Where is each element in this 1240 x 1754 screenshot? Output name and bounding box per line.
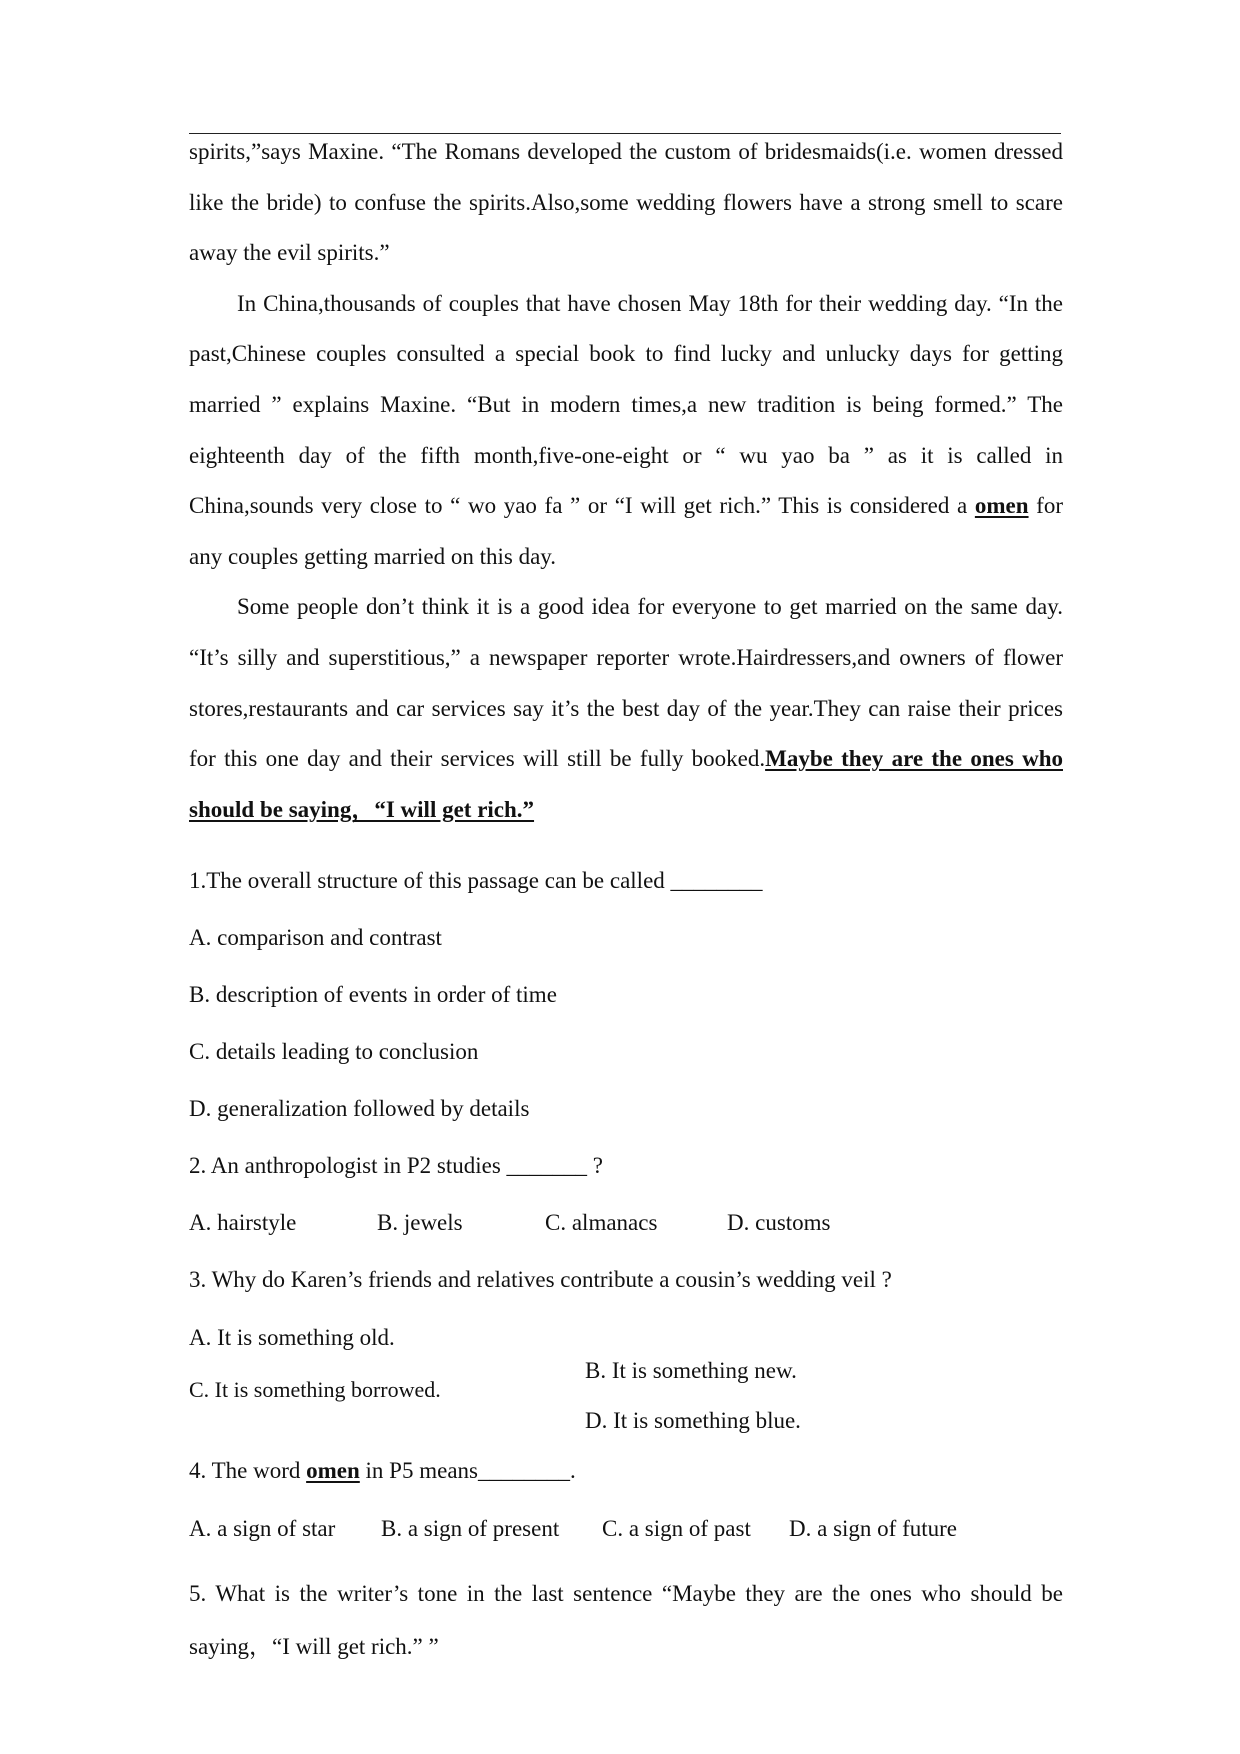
passage-paragraph-3	[189, 582, 1063, 835]
question-3-option-c: C. It is something borrowed.	[189, 1377, 441, 1402]
question-1-option-a: A. comparison and contrast	[189, 925, 442, 950]
question-4-option-b: B. a sign of present	[381, 1516, 560, 1541]
question-4-keyword-omen: omen	[306, 1458, 360, 1483]
paragraph-3-text: Some people don’t think it is a good idea for everyone to get married on the same day. “It’s silly and superstitious,” a newspaper reporter wrote.Hairdressers,and owners of flower stores,restaurants and car services say it’s the best day of the year.They can raise their prices for this one day and their services will still be fully booked.	[189, 594, 1063, 772]
question-1-option-b: B. description of events in order of time	[189, 982, 557, 1007]
question-2-option-b: B. jewels	[377, 1210, 463, 1235]
question-2-stem: 2. An anthropologist in P2 studies _______ ?	[189, 1153, 603, 1178]
paragraph-2-text: In China,thousands of couples that have chosen May 18th for their wedding day. “In the past,Chinese couples consulted a special book to find lucky and unlucky days for getting married ” explains Maxine. “But in modern times,a new tradition is being formed.” The eighteenth day of the fifth month,five-one-eight or “ wu yao ba ” as it is called in China,sounds very close to “ wo yao fa ” or “I will get rich.” This is considered a	[189, 290, 1063, 519]
question-4-stem	[189, 1458, 576, 1484]
paragraph-1-text: spirits,”says Maxine. “The Romans developed the custom of bridesmaids(i.e. women dressed like the bride) to confuse the spirits.Also,some wedding flowers have a strong smell to scare away the evil spirits.”	[189, 139, 1063, 266]
question-4-option-c: C. a sign of past	[602, 1516, 751, 1541]
question-3-option-a: A. It is something old.	[189, 1325, 395, 1350]
question-4-stem-text: 4. The word	[189, 1458, 307, 1483]
keyword-omen: omen	[974, 493, 1029, 519]
question-4-option-a: A. a sign of star	[189, 1516, 336, 1541]
passage-paragraph-1	[189, 127, 1063, 279]
question-4-stem-end: in P5 means________.	[359, 1458, 576, 1483]
question-3-option-d: D. It is something blue.	[585, 1408, 801, 1433]
document-page	[189, 0, 1063, 1754]
question-3-stem: 3. Why do Karen’s friends and relatives contribute a cousin’s wedding veil ?	[189, 1267, 892, 1292]
paragraph-2-text-end: for any couples getting married on this day.	[189, 493, 1063, 569]
last-sentence-bold: Maybe they are the ones who should be saying，“I will get rich.”	[189, 746, 1063, 822]
reading-passage	[189, 127, 1063, 835]
question-1-option-c: C. details leading to conclusion	[189, 1039, 479, 1064]
question-1-option-d: D. generalization followed by details	[189, 1096, 530, 1121]
passage-paragraph-2	[189, 279, 1063, 583]
question-2-option-a: A. hairstyle	[189, 1210, 297, 1235]
question-3-option-b: B. It is something new.	[585, 1358, 797, 1383]
question-2-option-d: D. customs	[727, 1210, 831, 1235]
question-1-stem: 1.The overall structure of this passage can be called ________	[189, 868, 763, 893]
question-2-option-c: C. almanacs	[545, 1210, 658, 1235]
question-5-stem: 5. What is the writer’s tone in the last sentence “Maybe they are the ones who should be saying，“I will get rich.” ”	[189, 1581, 1063, 1659]
question-4-option-d: D. a sign of future	[789, 1516, 957, 1541]
